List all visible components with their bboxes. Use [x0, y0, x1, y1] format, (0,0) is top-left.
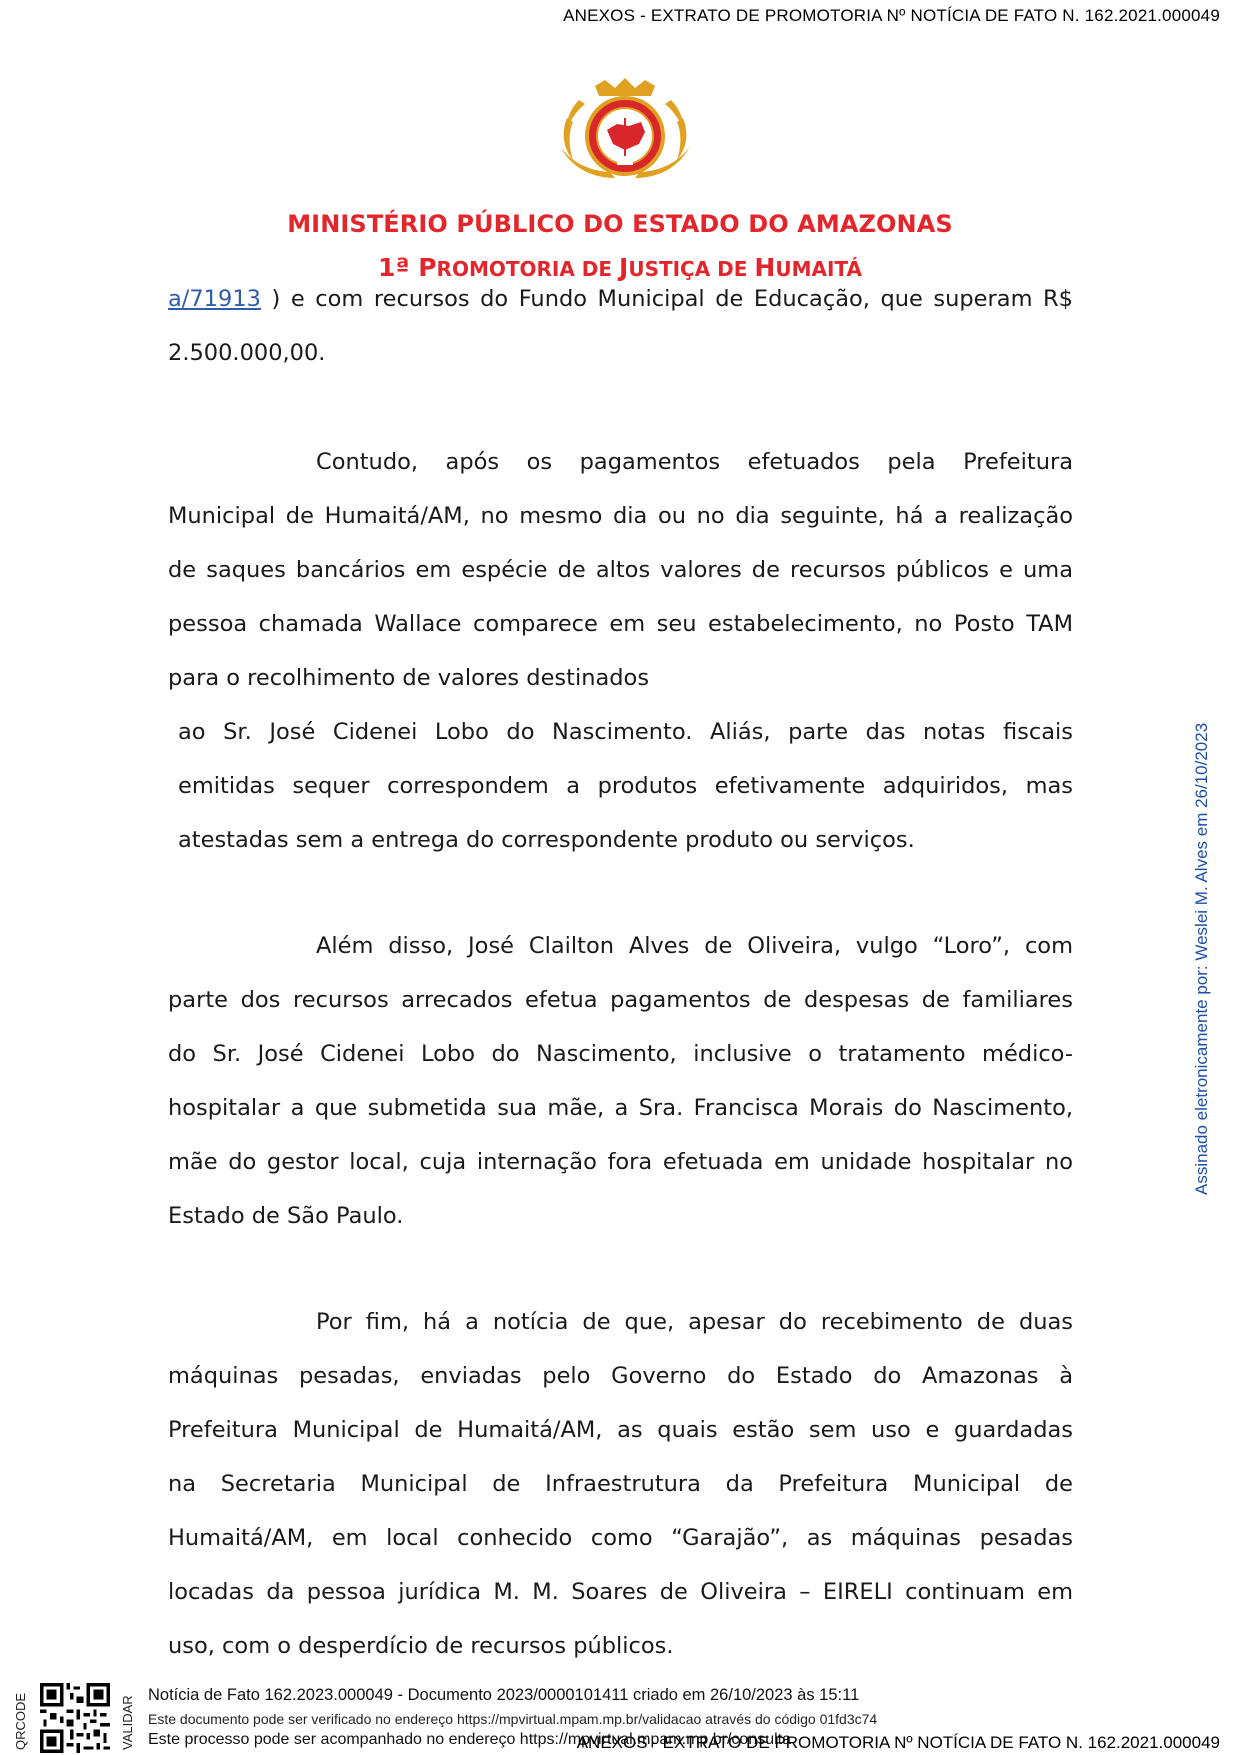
paragraph-line: locadas da pessoa jurídica M. M. Soares de Oliveira – EIRELI continuam em: [168, 1579, 1073, 1605]
reference-link[interactable]: a/71913: [168, 286, 261, 312]
paragraph-3: [168, 919, 1073, 1243]
ministry-seal-logo: [555, 78, 695, 186]
paragraph-line: na Secretaria Municipal de Infraestrutura da Prefeitura Municipal de: [168, 1471, 1073, 1497]
paragraph-line: Municipal de Humaitá/AM, no mesmo dia ou no dia seguinte, há a realização: [168, 503, 1073, 529]
paragraph-line: máquinas pesadas, enviadas pelo Governo do Estado do Amazonas à: [168, 1363, 1073, 1389]
tracking-url-info: Este processo pode ser acompanhado no endereço https://mpvirtual.mpam.mp.br/consulta: [148, 1731, 792, 1748]
paragraph-4: [168, 1295, 1073, 1673]
paragraph-line: parte dos recursos arrecados efetua pagamentos de despesas de familiares: [168, 987, 1073, 1013]
paragraph-line: Estado de São Paulo.: [168, 1203, 404, 1229]
paragraph-line: hospitalar a que submetida sua mãe, a Sra. Francisca Morais do Nascimento,: [168, 1095, 1073, 1121]
qrcode-label: QRCODE: [13, 1692, 28, 1750]
paragraph-line: do Sr. José Cidenei Lobo do Nascimento, inclusive o tratamento médico-: [168, 1041, 1073, 1067]
paragraph-line: Humaitá/AM, em local conhecido como “Garajão”, as máquinas pesadas: [168, 1525, 1073, 1551]
paragraph-line: ao Sr. José Cidenei Lobo do Nascimento. Aliás, parte das notas fiscais: [178, 719, 1073, 745]
annex-footer-header: ANEXOS - EXTRATO DE PROMOTORIA Nº NOTÍCIA DE FATO N. 162.2021.000049: [576, 1733, 1220, 1752]
paragraph-line: pessoa chamada Wallace comparece em seu estabelecimento, no Posto TAM: [168, 611, 1073, 637]
verification-url-info: Este documento pode ser verificado no endereço https://mpvirtual.mpam.mp.br/validacao através do código 01fd3c74: [148, 1711, 878, 1727]
paragraph-1: [168, 272, 1073, 380]
paragraph-line: atestadas sem a entrega do correspondente produto ou serviços.: [178, 827, 915, 853]
paragraph-line: Prefeitura Municipal de Humaitá/AM, as quais estão sem uso e guardadas: [168, 1417, 1073, 1443]
paragraph-line: 2.500.000,00.: [168, 340, 326, 366]
paragraph-line: Contudo, após os pagamentos efetuados pela Prefeitura: [316, 449, 1073, 475]
paragraph-line: para o recolhimento de valores destinados: [168, 665, 650, 691]
paragraph-2: [168, 435, 1073, 867]
qr-code-icon[interactable]: [40, 1683, 110, 1753]
paragraph-line: Por fim, há a notícia de que, apesar do recebimento de duas: [316, 1309, 1073, 1335]
validar-label: VALIDAR: [120, 1695, 135, 1750]
paragraph-line: mãe do gestor local, cuja internação fora efetuada em unidade hospitalar no: [168, 1149, 1073, 1175]
paragraph-line: de saques bancários em espécie de altos valores de recursos públicos e uma: [168, 557, 1073, 583]
paragraph-line: Além disso, José Clailton Alves de Oliveira, vulgo “Loro”, com: [316, 933, 1073, 959]
paragraph-line: a/71913 ) e com recursos do Fundo Municipal de Educação, que superam R$: [168, 286, 1073, 312]
promotoria-title: 1ª PROMOTORIA DE JUSTIÇA DE HUMAITÁ: [378, 253, 862, 282]
ministry-title: MINISTÉRIO PÚBLICO DO ESTADO DO AMAZONAS: [287, 210, 953, 238]
document-creation-info: Notícia de Fato 162.2023.000049 - Documento 2023/0000101411 criado em 26/10/2023 às 15:11: [148, 1686, 860, 1704]
annex-header: ANEXOS - EXTRATO DE PROMOTORIA Nº NOTÍCIA DE FATO N. 162.2021.000049: [563, 6, 1220, 25]
paragraph-line: emitidas sequer correspondem a produtos efetivamente adquiridos, mas: [178, 773, 1073, 799]
paragraph-line: uso, com o desperdício de recursos públicos.: [168, 1633, 674, 1659]
